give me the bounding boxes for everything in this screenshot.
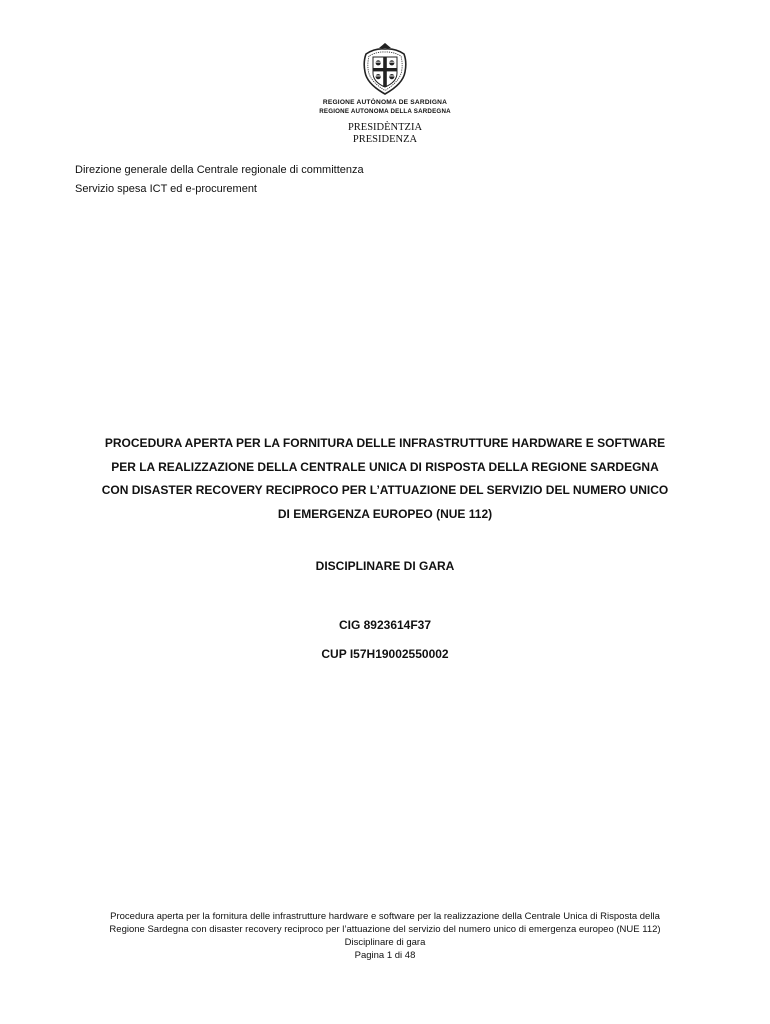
footer-line: Regione Sardegna con disaster recovery reciproco per l’attuazione del servizio del numero unico di emergenza europeo (NUE 112) (109, 924, 661, 935)
cig-code: CIG 8923614F37 (338, 618, 432, 632)
region-name-italian: REGIONE AUTONOMA DELLA SARDEGNA (319, 108, 451, 115)
cup-code: CUP I57H19002550002 (321, 647, 449, 661)
service-line: Servizio spesa ICT ed e-procurement (75, 183, 257, 195)
footer-document-name: Disciplinare di gara (344, 937, 426, 948)
page-number: Pagina 1 di 48 (354, 950, 416, 961)
page-footer (40, 910, 730, 962)
title-line: PER LA REALIZZAZIONE DELLA CENTRALE UNICA DI RISPOSTA DELLA REGIONE SARDEGNA (111, 459, 659, 474)
procedure-title (60, 432, 710, 526)
region-name-sardinian: REGIONE AUTÒNOMA DE SARDIGNA (322, 99, 448, 106)
title-line: CON DISASTER RECOVERY RECIPROCO PER L’ATTUAZIONE DEL SERVIZIO DEL NUMERO UNICO (101, 483, 669, 497)
title-line: DI EMERGENZA EUROPEO (NUE 112) (277, 506, 493, 521)
title-line: PROCEDURA APERTA PER LA FORNITURA DELLE INFRASTRUTTURE HARDWARE E SOFTWARE (104, 436, 666, 450)
presidency-sardinian: PRESIDÈNTZIA (347, 122, 423, 133)
footer-line: Procedura aperta per la fornitura delle infrastrutture hardware e software per la realizzazione della Centrale Unica di Risposta della (110, 911, 660, 922)
directorate-line: Direzione generale della Centrale regionale di committenza (75, 164, 364, 176)
four-moors-coat-of-arms-icon (359, 42, 411, 96)
document-type: DISCIPLINARE DI GARA (315, 559, 455, 573)
presidency-italian: PRESIDENZA (352, 134, 418, 145)
